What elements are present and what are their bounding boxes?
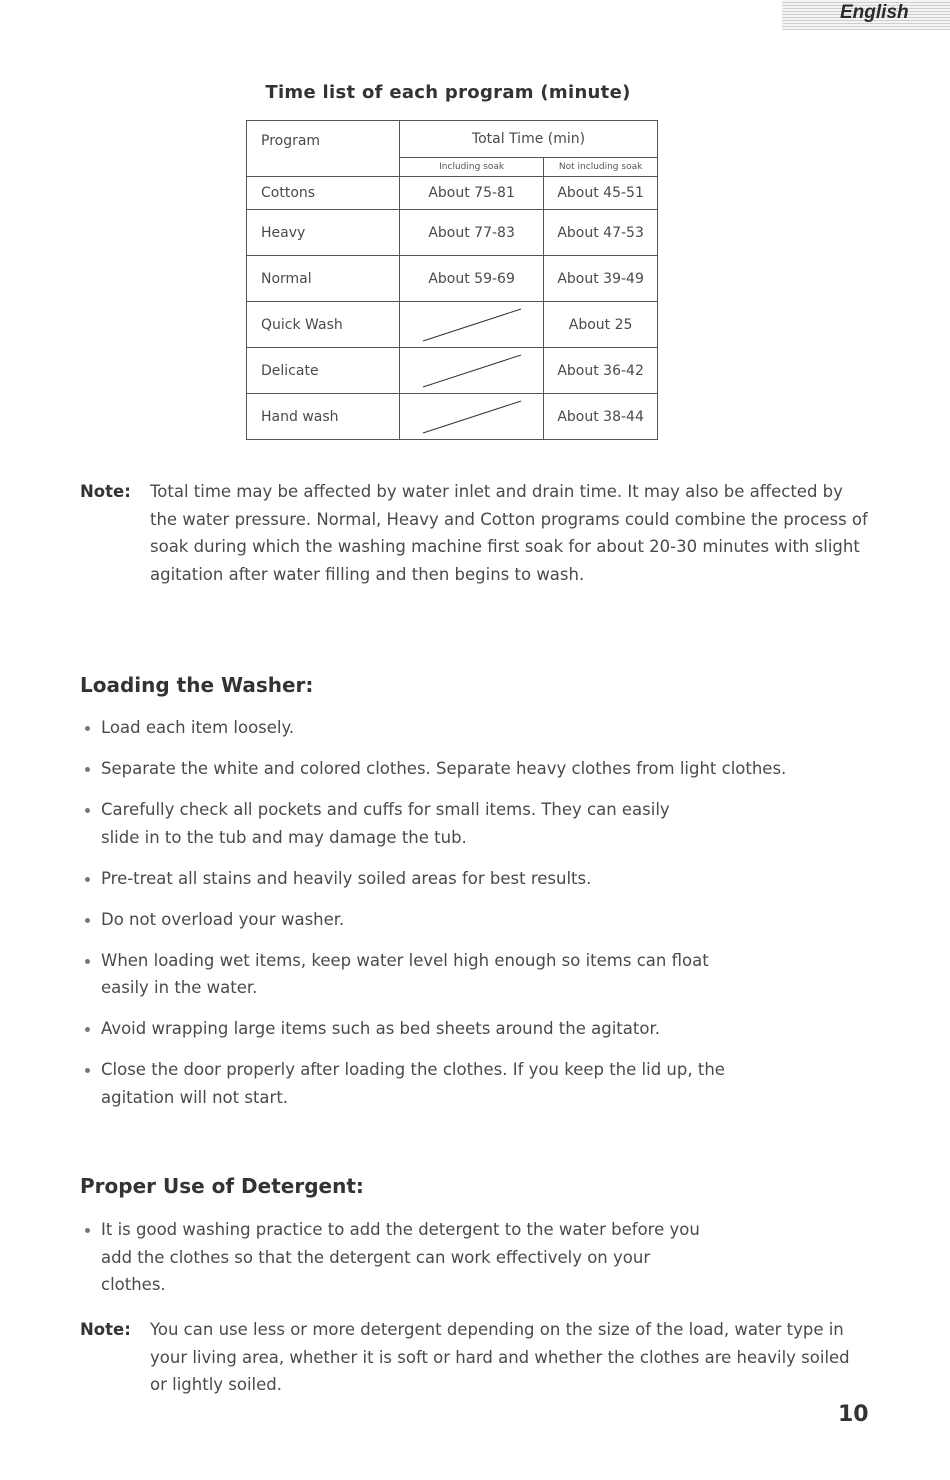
time-not-including: About 36-42 [544,348,658,394]
program-name: Quick Wash [247,302,400,348]
table-row [247,177,658,210]
list-item: Separate the white and colored clothes. Separate heavy clothes from light clothes. [80,755,880,783]
note-timing [80,478,870,588]
table-row [247,210,658,256]
time-including: About 77-83 [400,210,544,256]
list-item: Avoid wrapping large items such as bed sheets around the agitator. [80,1015,880,1043]
note-label: Note: [80,482,131,501]
header-program: Program [247,121,400,177]
program-time-table [246,120,658,440]
note-detergent [80,1316,870,1399]
language-label: English [840,2,909,23]
not-applicable-cell [400,302,544,348]
page-number: 10 [838,1402,869,1427]
list-item: Carefully check all pockets and cuffs for small items. They can easily slide in to the tub and may damage the tub. [80,796,681,851]
diagonal-slash-icon [417,397,527,437]
language-tab [782,0,950,30]
note-text: You can use less or more detergent depending on the size of the load, water type in your living area, whether it is soft or hard and whether the clothes are heavily soiled or lightly soiled. [150,1320,850,1394]
note-label: Note: [80,1320,131,1339]
program-name: Normal [247,256,400,302]
note-text: Total time may be affected by water inlet and drain time. It may also be affected by the water pressure. Normal, Heavy and Cotton programs could combine the process of soak during which the washing machine first soak for about 20-30 minutes with slight agitation after water filling and then begins to wash. [150,482,868,584]
list-item: Do not overload your washer. [80,906,880,934]
table-row [247,394,658,440]
time-not-including: About 45-51 [544,177,658,210]
time-including: About 75-81 [400,177,544,210]
not-applicable-cell [400,394,544,440]
header-including-soak: Including soak [400,158,544,177]
list-item: Close the door properly after loading the clothes. If you keep the lid up, the agitation will not start. [80,1056,781,1111]
time-not-including: About 25 [544,302,658,348]
not-applicable-cell [400,348,544,394]
header-not-including-soak: Not including soak [544,158,658,177]
list-item: It is good washing practice to add the detergent to the water before you add the clothes so that the detergent can work effectively on your clothes. [80,1216,701,1299]
time-not-including: About 38-44 [544,394,658,440]
program-name: Cottons [247,177,400,210]
section-title-loading: Loading the Washer: [80,673,314,697]
time-not-including: About 39-49 [544,256,658,302]
list-item: Pre-treat all stains and heavily soiled areas for best results. [80,865,880,893]
diagonal-slash-icon [417,351,527,391]
program-name: Delicate [247,348,400,394]
table-title: Time list of each program (minute) [265,82,631,103]
table-row [247,348,658,394]
loading-list [80,714,880,1125]
program-name: Heavy [247,210,400,256]
list-item: When loading wet items, keep water level high enough so items can float easily in the water. [80,947,741,1002]
detergent-list [80,1216,880,1312]
program-name: Hand wash [247,394,400,440]
time-including: About 59-69 [400,256,544,302]
table-row [247,256,658,302]
table-row [247,302,658,348]
list-item: Load each item loosely. [80,714,880,742]
header-total-time: Total Time (min) [400,121,658,158]
diagonal-slash-icon [417,305,527,345]
time-not-including: About 47-53 [544,210,658,256]
section-title-detergent: Proper Use of Detergent: [80,1174,364,1198]
